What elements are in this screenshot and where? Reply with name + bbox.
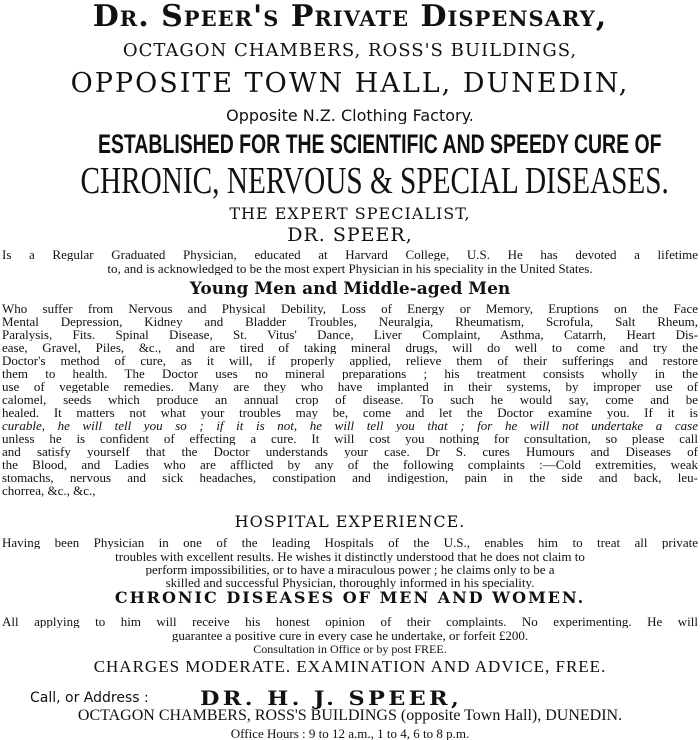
call-doctor-name: DR. H. J. SPEER, [200,686,463,710]
hospital-line-1: Having been Physician in one of the leading Hospitals of the U.S., enables him to treat all private [2,536,698,549]
intro-line-1: Is a Regular Graduated Physician, educated at Harvard College, U.S. He has devoted a lifetime [2,248,698,261]
footer-address: OCTAGON CHAMBERS, ROSS'S BUILDINGS (opposite Town Hall), DUNEDIN. [77,708,623,724]
hospital-heading: HOSPITAL EXPERIENCE. [234,514,466,530]
body-line-5: Doctor's method of cure, as it will, if properly applied, relieve them of their sufferings and restore [2,354,698,367]
intro-line-2: to, and is acknowledged to be the most expert Physician in his speciality in the United States. [107,262,593,275]
address-line-1: OCTAGON CHAMBERS, ROSS'S BUILDINGS, [122,42,578,60]
office-hours: Office Hours : 9 to 12 a.m., 1 to 4, 6 to 8 p.m. [230,727,470,740]
hospital-line-2: troubles with excellent results. He wishes it distinctly understood that he does not claim to [115,550,585,563]
body-line-9: healed. It matters not what your troubles may be, come and let the Doctor examine you. If it is [2,406,698,419]
body-line-14: stomachs, nervous and sick headaches, constipation and indigestion, pain in the side and back, leu- [2,471,698,484]
call-label: Call, or Address : [30,690,149,706]
body-line-2: Mental Depression, Kidney and Bladder Troubles, Neuralgia, Rheumatism, Scrofula, Salt Rheum, [2,315,698,328]
body-line-8: calomel, seeds which produce an annual crop of disease. To such he would say, come and be [2,393,698,406]
chronic-heading: CHRONIC DISEASES OF MEN AND WOMEN. [114,590,586,606]
body-line-15: chorrea, &c., &c., [2,484,96,497]
body-line-4: ease, Gravel, Piles, &c., and are tired of taking mineral drugs, will do well to come and try the [2,341,698,354]
established-line-wrap [0,131,700,158]
body-line-1: Who suffer from Nervous and Physical Debility, Loss of Energy or Memory, Eruptions on the Face [2,302,698,315]
diseases-line: CHRONIC, NERVOUS & SPECIAL DISEASES. [80,162,669,200]
dispensary-title: Dr. Speer's Private Dispensary, [92,2,608,32]
body-line-13: the Blood, and Ladies who are afflicted by any of the following complaints :—Cold extremities, weak [2,458,698,471]
established-line: ESTABLISHED FOR THE SCIENTIFIC AND SPEEDY CURE OF [97,131,662,158]
chronic-line-2: guarantee a positive cure in every case he undertake, or forfeit £200. [171,629,529,642]
hospital-line-4: skilled and successful Physician, thoroughly informed in his speciality. [165,576,535,589]
body-line-10: curable, he will tell you so ; if it is not, he will tell you that ; for he will not undertake a case [2,419,698,432]
call-address-row [0,686,700,708]
young-men-heading: Young Men and Middle-aged Men [189,281,511,298]
address-line-3: Opposite N.Z. Clothing Factory. [226,108,474,124]
body-line-6: them to health. The Doctor uses no mineral preparations ; his treatment consists wholly in the [2,367,698,380]
diseases-line-wrap [0,162,700,200]
expert-specialist: THE EXPERT SPECIALIST, [229,206,471,222]
chronic-line-1: All applying to him will receive his honest opinion of their complaints. No experimenting. He will [2,615,698,628]
body-line-12: and satisfy yourself that the Doctor understands your case. Dr S. cures Humours and Diseases of [2,445,698,458]
doctor-name: DR. SPEER, [287,226,413,245]
chronic-line-3: Consultation in Office or by post FREE. [253,643,447,656]
body-line-3: Paralysis, Fits. Spinal Disease, St. Vitus' Dance, Liver Complaint, Asthma, Catarrh, Heart Dis- [2,328,698,341]
body-line-7: use of vegetable remedies. Many are they who have implanted in their systems, by improper use of [2,380,698,393]
hospital-line-3: perform impossibilities, or to have a miraculous power ; he claims only to be a [145,563,555,576]
address-line-2: OPPOSITE TOWN HALL, DUNEDIN, [70,70,630,97]
charges-line: CHARGES MODERATE. EXAMINATION AND ADVICE, FREE. [93,658,607,675]
body-line-11: unless he is confident of effecting a cure. It will cost you nothing for consultation, so please call [2,432,698,445]
